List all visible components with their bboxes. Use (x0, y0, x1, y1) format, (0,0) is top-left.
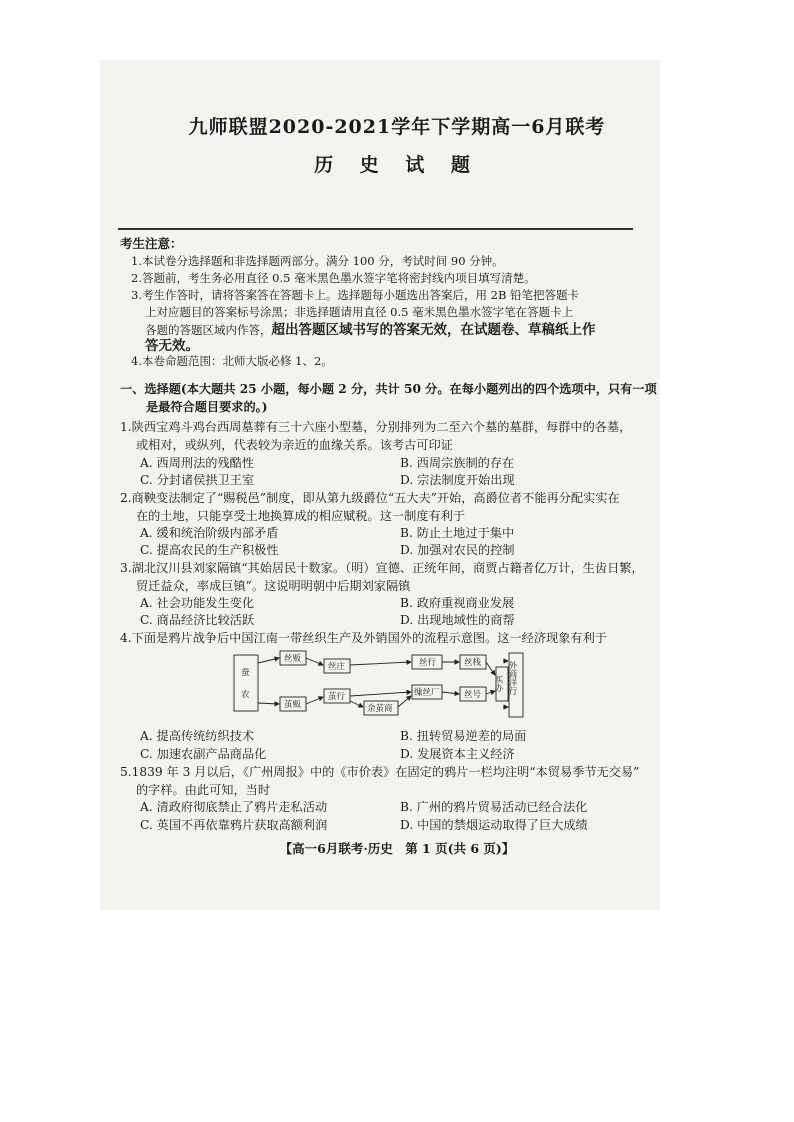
note-1: 1.本试卷分选择题和非选择题两部分。满分 100 分，考试时间 90 分钟。 (131, 254, 504, 268)
label-maiban: 买办 (493, 675, 503, 692)
q2-option-d[interactable]: D. 加强对农民的控制 (400, 543, 515, 557)
q4-option-a[interactable]: A. 提高传统纺织技术 (140, 729, 255, 743)
label-sizhuang: 丝庄 (328, 662, 346, 672)
label-saosichang: 缫丝厂 (414, 688, 440, 698)
header-divider (118, 228, 633, 230)
q2-option-b[interactable]: B. 防止土地过于集中 (400, 526, 515, 540)
note-3d: 答无效。 (145, 338, 199, 354)
q5-option-c[interactable]: C. 英国不再依靠鸦片获取高额利润 (140, 818, 328, 832)
label-sifan: 丝贩 (284, 654, 302, 664)
q5-option-b[interactable]: B. 广州的鸦片贸易活动已经合法化 (400, 800, 588, 814)
note-3c-text: 各题的答题区域内作答， (145, 323, 272, 337)
q2-stem-line2: 在的土地，只能享受土地换算成的相应赋税。这一制度有利于 (136, 509, 466, 523)
q3-option-c[interactable]: C. 商品经济比较活跃 (140, 613, 255, 627)
q5-option-a[interactable]: A. 清政府彻底禁止了鸦片走私活动 (140, 800, 328, 814)
q5-stem-line2: 的字样。由此可知，当时 (136, 783, 271, 797)
q1-option-b[interactable]: B. 西周宗族制的存在 (400, 456, 515, 470)
note-3c-bold: 超出答题区域书写的答案无效，在试题卷、草稿纸上作 (271, 322, 596, 338)
label-can: 蚕 (241, 668, 250, 678)
notes-heading: 考生注意： (120, 236, 183, 251)
q1-option-d[interactable]: D. 宗法制度开始出现 (400, 473, 515, 487)
note-3c (145, 318, 596, 338)
q2-stem-line1: 2.商鞅变法制定了“赐税邑”制度，即从第九级爵位“五大夫”开始，高爵位者不能再分配实实在 (120, 491, 620, 505)
q1-option-c[interactable]: C. 分封诸侯拱卫王室 (140, 473, 255, 487)
q4-stem: 4.下面是鸦片战争后中国江南一带丝织生产及外销国外的流程示意图。这一经济现象有利于 (120, 631, 607, 645)
q5-stem-line1: 5.1839 年 3 月以后，《广州周报》中的《市价表》在固定的鸦片一栏均注明“本贸易季节无交易” (120, 765, 640, 779)
page-footer: 【高一6月联考·历史 第 1 页(共 6 页)】 (279, 841, 515, 856)
label-jianfan: 茧贩 (284, 700, 302, 710)
q1-option-a[interactable]: A. 西周刑法的残酷性 (140, 456, 255, 470)
q1-stem-line1: 1.陕西宝鸡斗鸡台西周墓葬有三十六座小型墓，分别排列为二至六个墓的墓群，每群中的各墓， (120, 420, 632, 434)
label-sihao: 丝号 (464, 690, 482, 700)
box-silkworm-farmers (234, 655, 258, 711)
label-waishang: 外商洋行 (507, 661, 517, 695)
section-heading-line2: 是最符合题目要求的。) (146, 400, 268, 414)
q4-option-d[interactable]: D. 发展资本主义经济 (400, 747, 515, 761)
label-nong: 农 (241, 690, 250, 700)
label-sihang: 丝行 (419, 658, 437, 668)
label-sizhan: 丝栈 (464, 658, 482, 668)
q4-option-c[interactable]: C. 加速农副产品商品化 (140, 747, 267, 761)
note-4: 4.本卷命题范围：北师大版必修 1、2。 (131, 354, 333, 368)
label-yujianshang: 余茧商 (367, 704, 393, 714)
q2-option-a[interactable]: A. 缓和统治阶级内部矛盾 (140, 526, 279, 540)
note-2: 2.答题前，考生务必用直径 0.5 毫米黑色墨水签字笔将密封线内项目填写清楚。 (131, 271, 536, 285)
q2-option-c[interactable]: C. 提高农民的生产积极性 (140, 543, 279, 557)
q3-stem-line2: 贸迁益众，率成巨镇”。这说明明朝中后期刘家隔镇 (136, 579, 411, 593)
q3-stem-line1: 3.湖北汉川县刘家隔镇“其始居民十数家。（明）宣德、正统年间，商贾占籍者亿万计，生齿日繁， (120, 561, 644, 575)
q5-option-d[interactable]: D. 中国的禁烟运动取得了巨大成绩 (400, 818, 588, 832)
exam-title: 九师联盟2020-2021学年下学期高一6月联考 (188, 116, 606, 138)
silk-trade-flow-diagram (228, 645, 528, 725)
note-3b: 上对应题目的答案标号涂黑；非选择题请用直径 0.5 毫米黑色墨水签字笔在答题卡上 (145, 305, 574, 319)
note-3a: 3.考生作答时，请将答案答在答题卡上。选择题每小题选出答案后，用 2B 铅笔把答题卡 (131, 288, 580, 302)
q3-option-b[interactable]: B. 政府重视商业发展 (400, 596, 515, 610)
section-heading-line1: 一、选择题(本大题共 25 小题，每小题 2 分，共计 50 分。在每小题列出的四个选项中，只有一项 (120, 382, 657, 396)
q3-option-d[interactable]: D. 出现地域性的商帮 (400, 613, 515, 627)
q1-stem-line2: 或相对，或纵列，代表较为亲近的血缘关系。该考古可印证 (136, 438, 453, 452)
label-jianhang: 茧行 (328, 692, 346, 702)
q4-option-b[interactable]: B. 扭转贸易逆差的局面 (400, 729, 527, 743)
q3-option-a[interactable]: A. 社会功能发生变化 (140, 596, 255, 610)
subject-title: 历 史 试 题 (314, 154, 480, 176)
